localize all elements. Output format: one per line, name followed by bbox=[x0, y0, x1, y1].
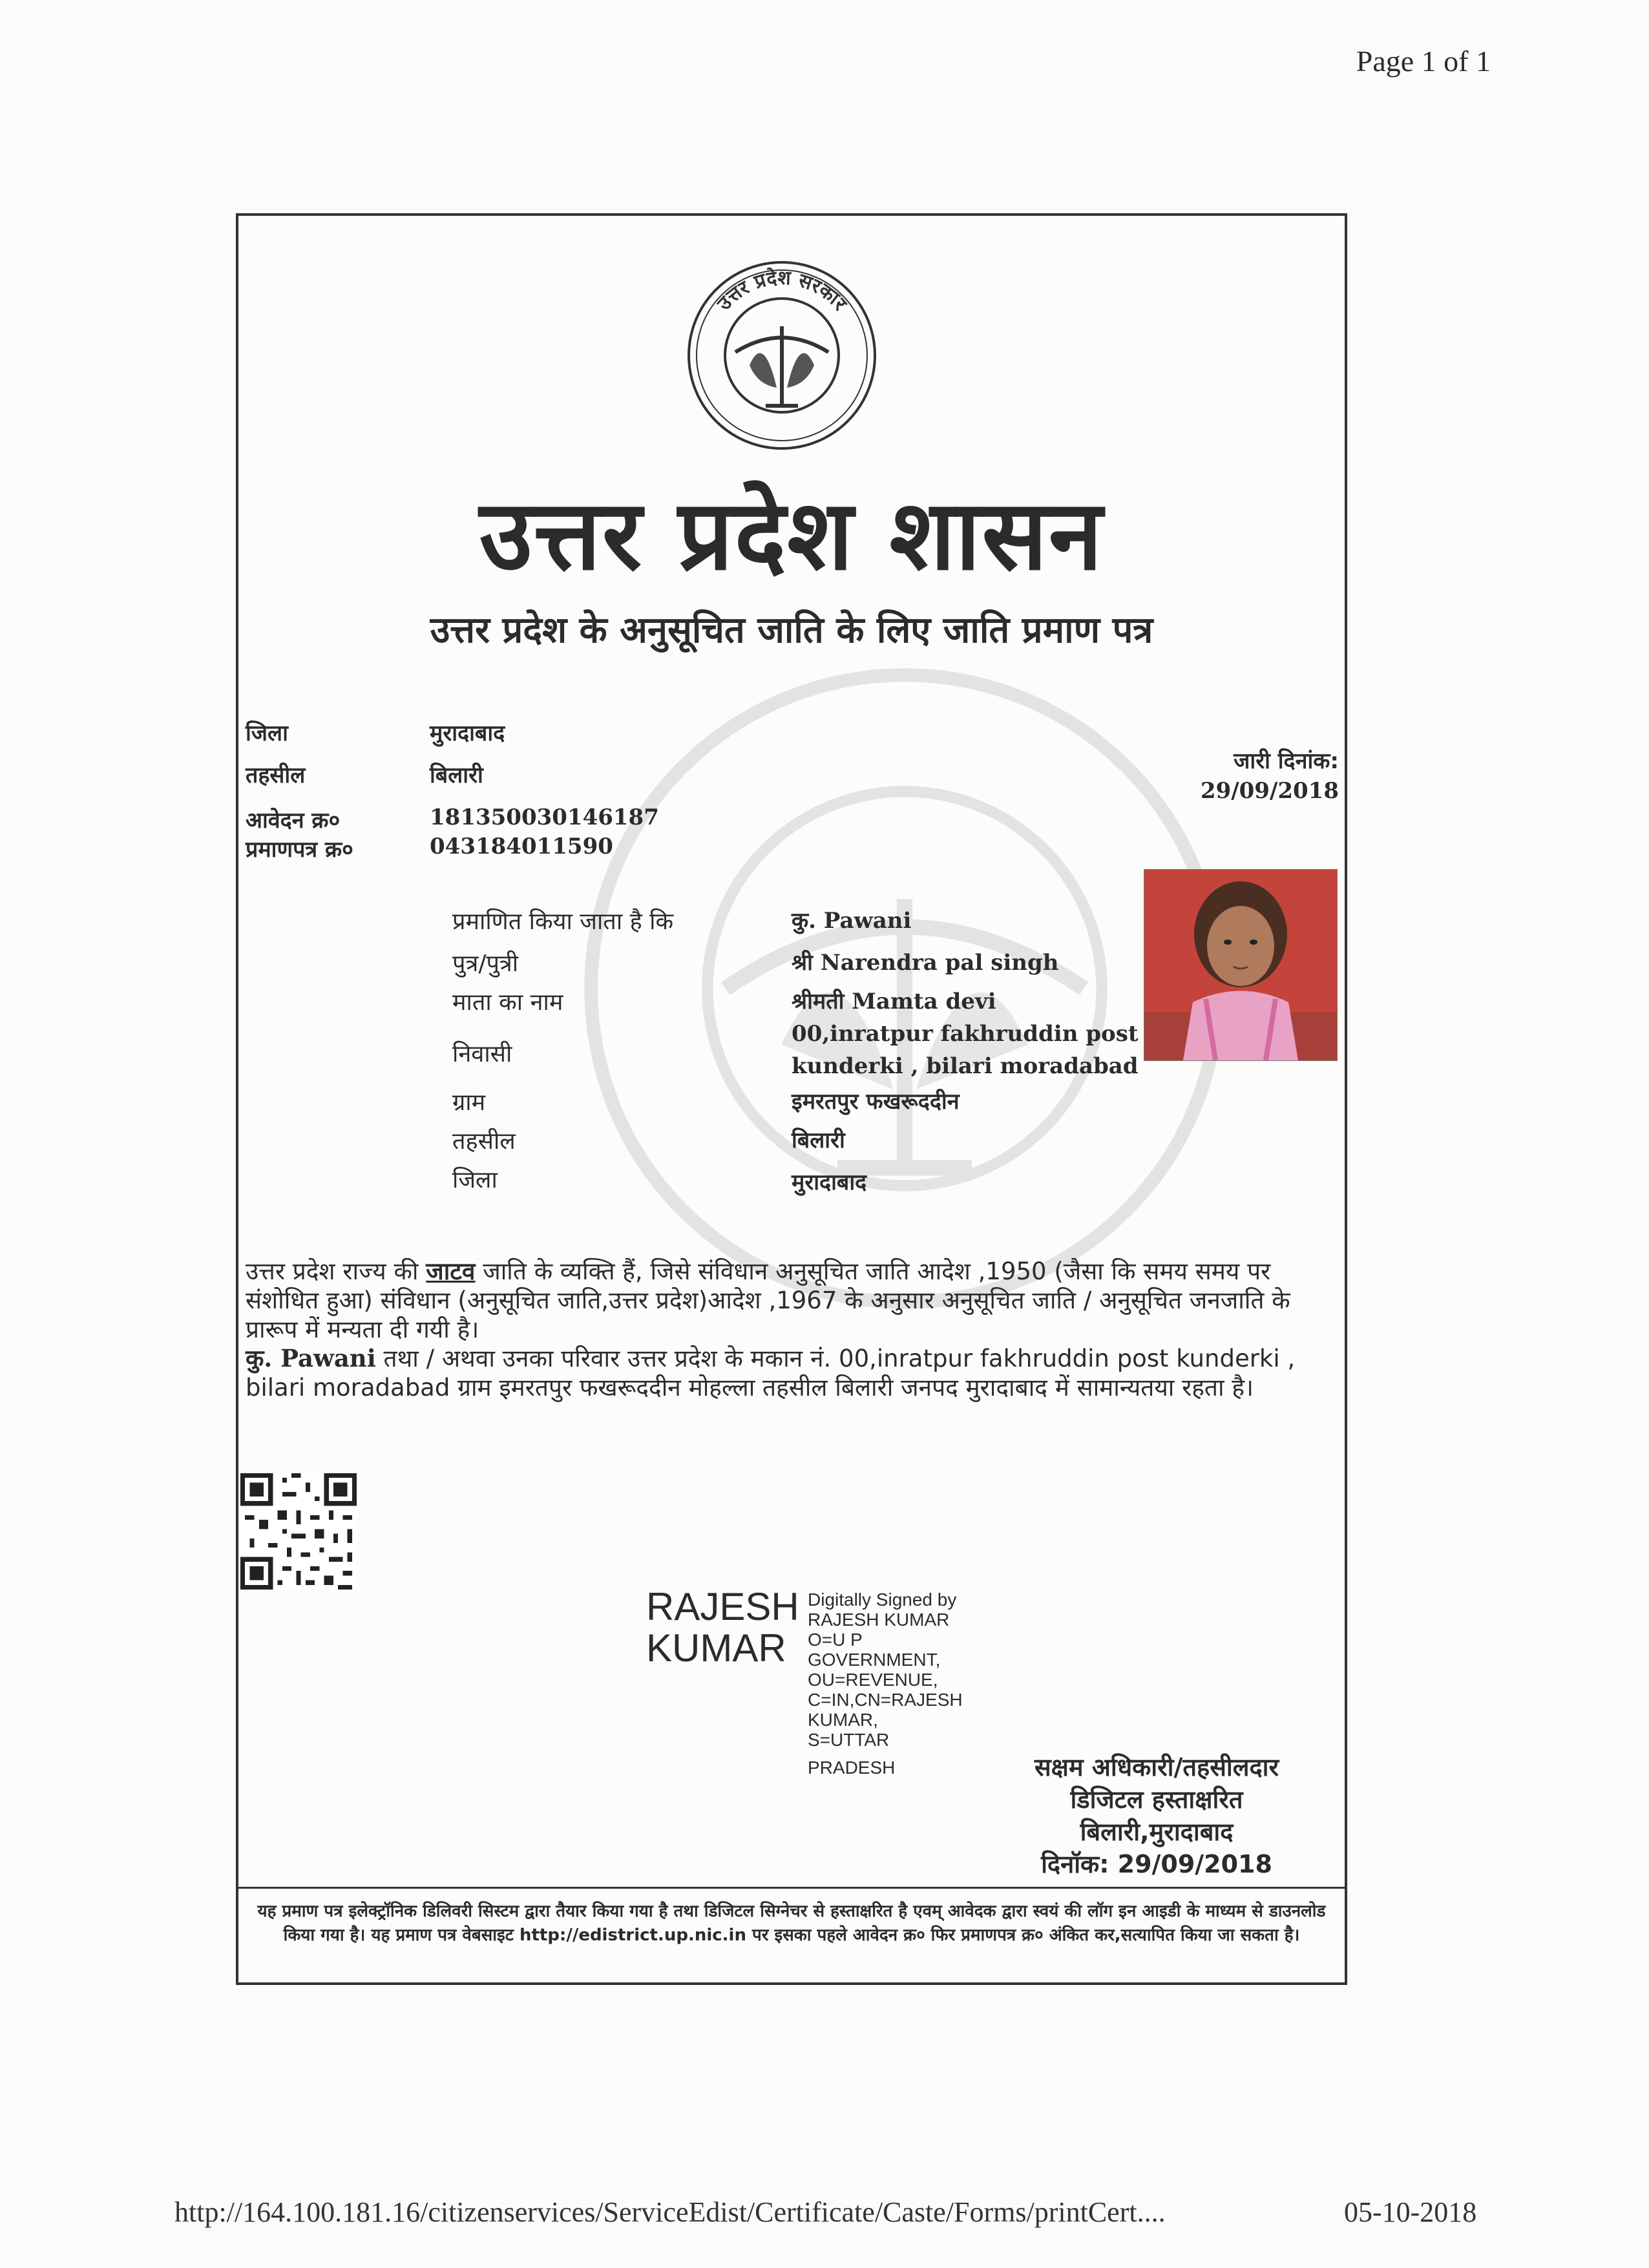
body-applicant-name: कु. Pawani bbox=[246, 1344, 376, 1372]
signature-detail-line: C=IN,CN=RAJESH bbox=[808, 1690, 963, 1710]
svg-text:उत्तर प्रदेश सरकार bbox=[712, 266, 852, 316]
signature-detail-line: KUMAR, bbox=[808, 1710, 878, 1730]
application-number-value: 181350030146187 bbox=[430, 804, 659, 830]
signature-detail-line: OU=REVENUE, bbox=[808, 1670, 938, 1690]
certify-value-village: इमरतपुर फखरूददीन bbox=[792, 1089, 960, 1115]
footer-divider bbox=[236, 1887, 1347, 1889]
qr-code-icon bbox=[240, 1473, 357, 1590]
officer-designation: सक्षम अधिकारी/तहसीलदार bbox=[1034, 1753, 1279, 1781]
issue-date-label: जारी दिनांक: bbox=[1234, 748, 1339, 774]
signature-detail-line: Digitally Signed by bbox=[808, 1590, 957, 1610]
officer-block bbox=[1008, 1751, 1305, 1880]
signature-name-line2: KUMAR bbox=[646, 1626, 786, 1670]
certify-label-0: प्रमाणित किया जाता है कि bbox=[452, 908, 674, 935]
body-text-1b: जाति के व्यक्ति हैं, जिसे संविधान अनुसूचित जाति आदेश ,1950 (जैसा कि समय समय पर संशोधित हुआ) संविधान (अनुसूचित जाति,उत्तर प्रदेश)आदेश ,1967 के अनुसार अनुसूचित जाति / अनुसूचित जनजाति के प्रारूप में मन्यता दी गयी है। bbox=[246, 1257, 1290, 1343]
up-government-emblem-icon bbox=[685, 258, 879, 452]
certify-value-tehsil: बिलारी bbox=[792, 1128, 845, 1153]
caste-name: जाटव bbox=[426, 1257, 476, 1285]
page-number: Page 1 of 1 bbox=[1356, 45, 1491, 78]
tehsil-value: बिलारी bbox=[430, 762, 483, 788]
print-date: 05-10-2018 bbox=[1344, 2196, 1477, 2228]
verification-note: यह प्रमाण पत्र इलेक्ट्रॉनिक डिलिवरी सिस्टम द्वारा तैयार किया गया है तथा डिजिटल सिग्नेचर से हस्ताक्षरित है एवम् आवेदक द्वारा स्वयं की लॉग इन आइडी के माध्यम से डाउनलोड किया गया है। यह प्रमाण पत्र वेबसाइट http://edistrict.up.nic.in पर इसका पहले आवेदन क्र० फिर प्रमाणपत्र क्र० अंकित कर,सत्यापित किया जा सकता है। bbox=[257, 1902, 1326, 1945]
issue-date-value: 29/09/2018 bbox=[1200, 778, 1339, 804]
district-label: जिला bbox=[246, 720, 288, 746]
signature-detail-line: S=UTTAR bbox=[808, 1730, 890, 1750]
certify-value-parent: श्री Narendra pal singh bbox=[792, 950, 1059, 976]
signature-name-line1: RAJESH bbox=[646, 1585, 799, 1628]
signature-detail-line: O=U P bbox=[808, 1630, 863, 1650]
certificate-title: उत्तर प्रदेश शासन bbox=[479, 479, 1104, 592]
signature-detail-line: RAJESH KUMAR bbox=[808, 1610, 950, 1630]
certify-label-4: ग्राम bbox=[452, 1089, 486, 1116]
certificate-body bbox=[246, 1257, 1318, 1402]
district-value: मुरादाबाद bbox=[430, 720, 505, 746]
signature-details bbox=[808, 1590, 963, 1778]
certify-label-6: जिला bbox=[452, 1167, 498, 1193]
certificate-number-value: 043184011590 bbox=[430, 834, 613, 859]
certify-label-2: माता का नाम bbox=[452, 989, 563, 1016]
certify-value-address-2: kunderki , bilari moradabad bbox=[792, 1053, 1139, 1079]
officer-digital-signed: डिजिटल हस्ताक्षरित bbox=[1070, 1785, 1243, 1814]
officer-date: दिनॉक: 29/09/2018 bbox=[1041, 1850, 1272, 1878]
signature-name bbox=[646, 1586, 799, 1669]
signature-detail-line: PRADESH bbox=[808, 1758, 896, 1778]
certify-label-3: निवासी bbox=[452, 1041, 512, 1067]
certify-value-name: कु. Pawani bbox=[792, 908, 912, 934]
tehsil-label: तहसील bbox=[246, 762, 306, 788]
certify-value-address-1: 00,inratpur fakhruddin post bbox=[792, 1021, 1139, 1047]
certify-value-mother: श्रीमती Mamta devi bbox=[792, 989, 996, 1014]
certify-label-1: पुत्र/पुत्री bbox=[452, 950, 519, 977]
emblem-text: उत्तर प्रदेश सरकार bbox=[713, 266, 852, 315]
issue-date-block bbox=[1201, 746, 1339, 806]
officer-location: बिलारी,मुरादाबाद bbox=[1080, 1818, 1234, 1846]
print-url: http://164.100.181.16/citizenservices/ServiceEdist/Certificate/Caste/Forms/printCert.... bbox=[174, 2196, 1166, 2228]
certify-value-district: मुरादाबाद bbox=[792, 1170, 867, 1195]
body-text-2: तथा / अथवा उनका परिवार उत्तर प्रदेश के मकान नं. 00,inratpur fakhruddin post kunderki , bilari moradabad ग्राम इमरतपुर फखरूददीन मोहल्ला तहसील बिलारी जनपद मुरादाबाद में सामान्यतया रहता है। bbox=[246, 1345, 1296, 1402]
signature-detail-line: GOVERNMENT, bbox=[808, 1650, 941, 1670]
applicant-photo bbox=[1144, 869, 1338, 1061]
application-number-label: आवेदन क्र० bbox=[246, 808, 341, 834]
certificate-number-label: प्रमाणपत्र क्र० bbox=[246, 837, 353, 863]
certify-label-5: तहसील bbox=[452, 1128, 516, 1155]
body-text-1a: उत्तर प्रदेश राज्य की bbox=[246, 1257, 426, 1285]
certificate-subtitle: उत्तर प्रदेश के अनुसूचित जाति के लिए जाति प्रमाण पत्र bbox=[430, 609, 1153, 651]
